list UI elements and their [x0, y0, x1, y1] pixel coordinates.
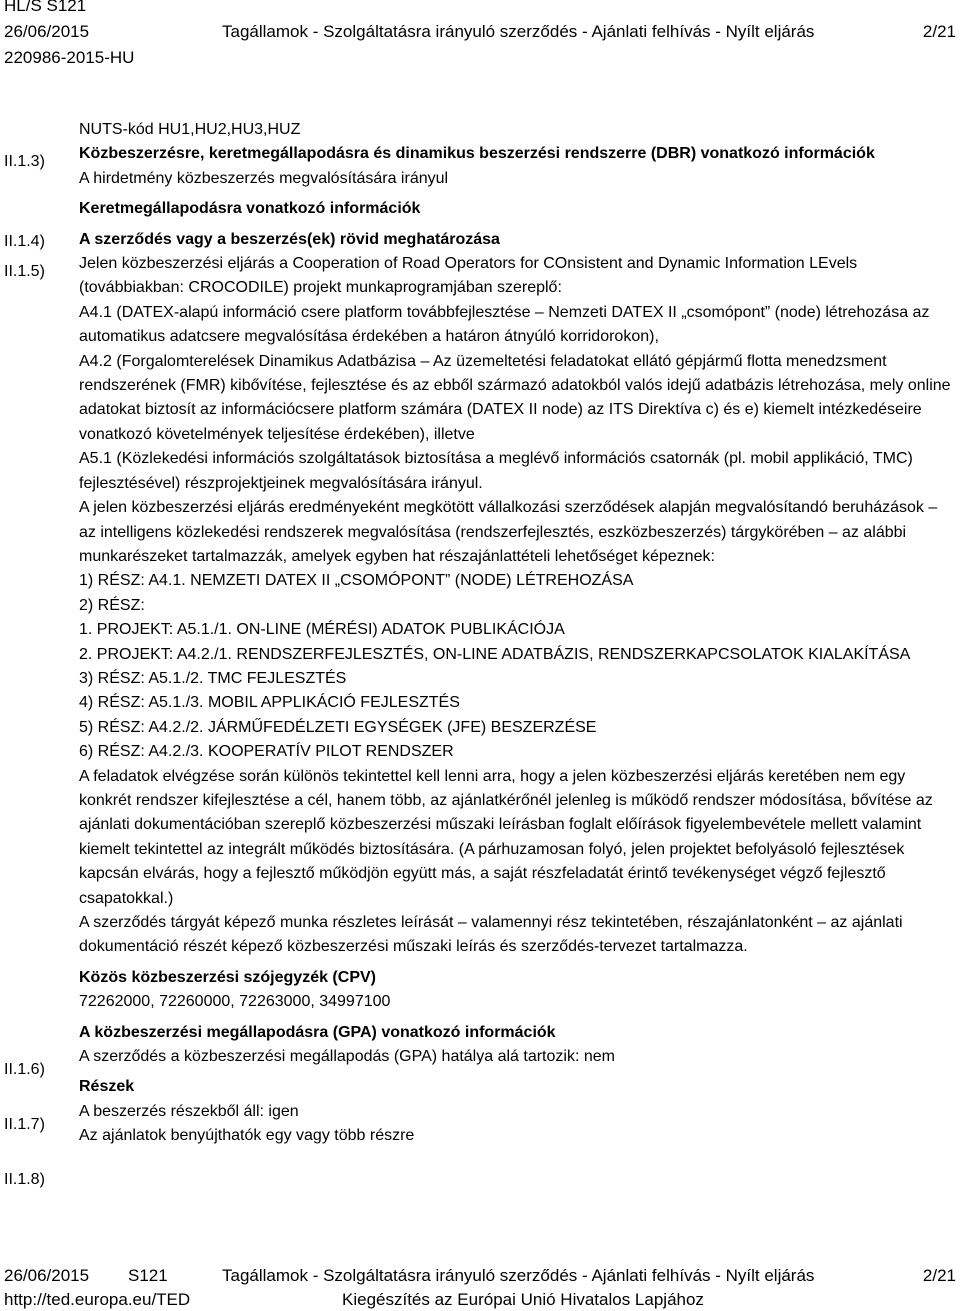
description-paragraph: A feladatok elvégzése során különös tekintettel kell lenni arra, hogy a jelen közbeszerzési eljárás keretében nem egy konkrét rendszer kifejlesztése a cél, hanem több, az ajánlatkérőnél jelenleg is működő rendszer módosítása, bővítése az ajánlati dokumentációban szereplő közbeszerzési műszaki leírásban foglalt előírások figyelembevétele mellett valamint kiemelt tekintettel az integrált működés biztosítására. (A párhuzamosan folyó, jelen projektet befolyásoló fejlesztések kapcsán elvárás, hogy a fejlesztő működjön együtt más, a saját részfeladatát érintő tevékenységet végző fejlesztő csapatokkal.) — [79, 767, 933, 907]
footer-title: Tagállamok - Szolgáltatásra irányuló szerződés - Ajánlati felhívás - Nyílt eljárás — [222, 1266, 815, 1285]
section-title-framework-info: Keretmegállapodásra vonatkozó információk — [79, 200, 421, 218]
header-date: 26/06/2015 — [4, 22, 90, 41]
procurement-info-text: A hirdetmény közbeszerzés megvalósítására irányul — [79, 169, 449, 187]
lot-item: 5) RÉSZ: A4.2./2. JÁRMŰFEDÉLZETI EGYSÉGEK (JFE) BESZERZÉSE — [79, 718, 597, 736]
lot-item: 2) RÉSZ: — [79, 596, 145, 614]
header-title: Tagállamok - Szolgáltatásra irányuló szerződés - Ajánlati felhívás - Nyílt eljárás — [222, 22, 815, 41]
footer-url-link[interactable]: http://ted.europa.eu/TED — [4, 1290, 191, 1309]
footer-series: S121 — [128, 1266, 168, 1285]
section-title-cpv: Közös közbeszerzési szójegyzék (CPV) — [79, 968, 376, 986]
description-paragraph: Jelen közbeszerzési eljárás a Cooperation of Road Operators for COnsistent and Dynamic Information LEvels (továbbiakban: CROCODILE) projekt munkaprogramjában szereplő: — [79, 255, 858, 297]
description-paragraph: A jelen közbeszerzési eljárás eredményeként megkötött vállalkozási szerződések alapján megvalósítandó beruházások – az intelligens közlekedési rendszerek megvalósítása (rendszerfejlesztés, eszközbeszerzés) tárgykörében – az alábbi munkarészeket tartalmazzák, amelyek egyben hat részajánlattételi lehetőséget képeznek: — [79, 499, 938, 565]
lot-list — [79, 569, 954, 764]
section-title-procurement-info: Közbeszerzésre, keretmegállapodásra és dinamikus beszerzési rendszerre (DBR) vonatkozó információk — [79, 145, 875, 163]
section-number-ii-1-4: II.1.4) — [4, 233, 45, 250]
section-number-ii-1-6: II.1.6) — [4, 1061, 45, 1078]
gpa-text: A szerződés a közbeszerzési megállapodás (GPA) hatálya alá tartozik: nem — [79, 1048, 615, 1066]
lots-text: Az ajánlatok benyújthatók egy vagy több részre — [79, 1127, 415, 1145]
footer-publisher: Kiegészítés az Európai Unió Hivatalos Lapjához — [342, 1290, 704, 1309]
description-paragraph: A5.1 (Közlekedési információs szolgáltatások biztosítása a meglévő információs csatornák (pl. mobil applikáció, TMC) fejlesztésével) részprojektjeinek megvalósítására irányul. — [79, 450, 913, 492]
section-title-short-description: A szerződés vagy a beszerzés(ek) rövid meghatározása — [79, 230, 500, 248]
description-paragraph: A4.1 (DATEX-alapú információ csere platform továbbfejlesztése – Nemzeti DATEX II „csomópont” (node) létrehozása az automatikus adatcsere megvalósítása érdekében a határon átnyúló korridorokon), — [79, 303, 930, 346]
description-paragraph: A szerződés tárgyát képező munka részletes leírását – valamennyi rész tekintetében, részajánlatonként – az ajánlati dokumentáció részét képező közbeszerzési műszaki leírás és szerződés-tervezet tartalmazza. — [79, 914, 903, 956]
section-number-ii-1-7: II.1.7) — [4, 1116, 45, 1133]
lot-item: 6) RÉSZ: A4.2./3. KOOPERATÍV PILOT RENDSZER — [79, 743, 454, 761]
section-title-lots: Részek — [79, 1078, 135, 1096]
section-number-ii-1-3: II.1.3) — [4, 153, 45, 170]
section-number-ii-1-5: II.1.5) — [4, 263, 45, 280]
notice-body — [79, 118, 954, 1149]
header-reference: 220986-2015-HU — [4, 48, 135, 67]
section-number-ii-1-8: II.1.8) — [4, 1171, 45, 1188]
footer-date: 26/06/2015 — [4, 1266, 90, 1285]
section-title-gpa: A közbeszerzési megállapodásra (GPA) vonatkozó információk — [79, 1023, 556, 1041]
lots-text: A beszerzés részekből áll: igen — [79, 1102, 299, 1120]
lot-item: 1) RÉSZ: A4.1. NEMZETI DATEX II „CSOMÓPONT” (NODE) LÉTREHOZÁSA — [79, 572, 634, 590]
header-page-number: 2/21 — [922, 22, 956, 41]
footer-page-number: 2/21 — [922, 1266, 956, 1285]
header-doc-type: HL/S S121 — [4, 0, 87, 15]
lot-item: 3) RÉSZ: A5.1./2. TMC FEJLESZTÉS — [79, 669, 347, 687]
cpv-codes: 72262000, 72260000, 72263000, 34997100 — [79, 993, 391, 1011]
nuts-code: NUTS-kód HU1,HU2,HU3,HUZ — [79, 121, 301, 138]
lot-item: 4) RÉSZ: A5.1./3. MOBIL APPLIKÁCIÓ FEJLESZTÉS — [79, 694, 460, 712]
description-paragraph: A4.2 (Forgalomterelések Dinamikus Adatbázisa – Az üzemeltetési feladatokat ellátó gépjármű flotta menedzsment rendszerének (FMR) kibővítése, fejlesztése és az ebből származó adatokból valós idejű adatbázis létrehozása, mely online adatokat biztosít az információcsere platform számára (DATEX II node) az ITS Direktíva c) és e) kiemelt intézkedéseire vonatkozó követelmények teljesítése érdekében), illetve — [79, 352, 951, 443]
lot-item: 2. PROJEKT: A4.2./1. RENDSZERFEJLESZTÉS, ON-LINE ADATBÁZIS, RENDSZERKAPCSOLATOK KIALAKÍTÁSA — [79, 645, 911, 663]
lot-item: 1. PROJEKT: A5.1./1. ON-LINE (MÉRÉSI) ADATOK PUBLIKÁCIÓJA — [79, 621, 565, 639]
